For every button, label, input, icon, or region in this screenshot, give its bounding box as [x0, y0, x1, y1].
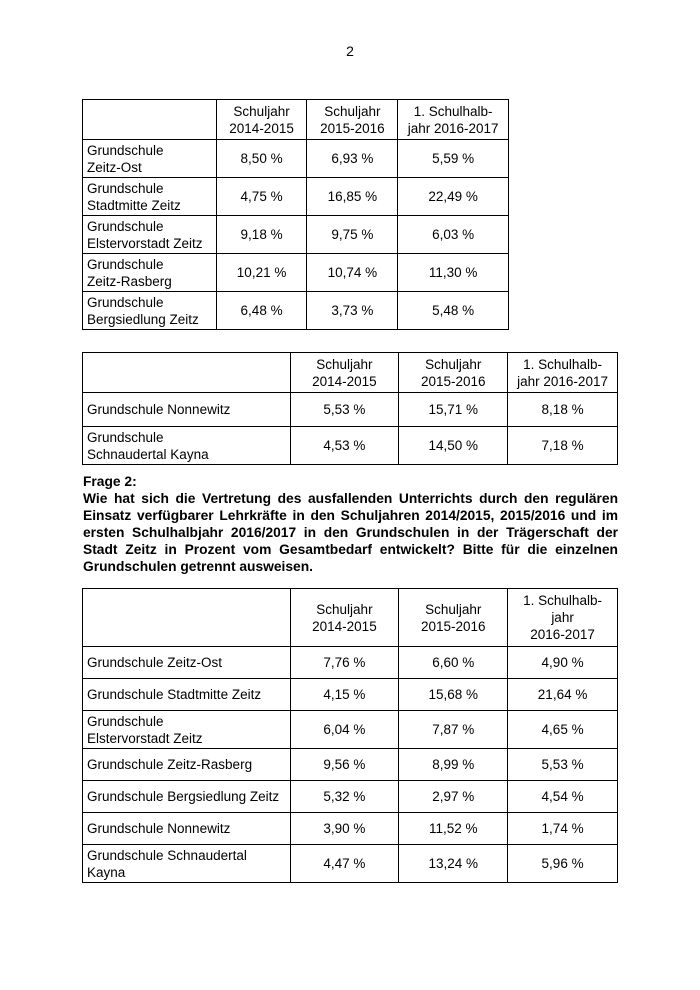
value-cell: 4,47 % — [290, 845, 399, 883]
value-cell: 5,53 % — [508, 749, 618, 781]
value-cell: 8,99 % — [399, 749, 508, 781]
value-cell: 4,15 % — [290, 679, 399, 711]
school-name-cell: Grundschule Stadtmitte Zeitz — [83, 679, 291, 711]
value-cell: 14,50 % — [399, 427, 508, 465]
table-ausfall-1 — [82, 99, 509, 330]
table-header-row — [83, 100, 509, 140]
table-row — [83, 393, 618, 427]
table-row — [83, 813, 618, 845]
header-cell-2014-2015: Schuljahr 2014-2015 — [216, 100, 307, 140]
table-row — [83, 711, 618, 749]
value-cell: 7,18 % — [508, 427, 618, 465]
school-name-cell: Grundschule Elstervorstadt Zeitz — [83, 711, 291, 749]
value-cell: 9,56 % — [290, 749, 399, 781]
question-text: Wie hat sich die Vertretung des ausfallenden Unterrichts durch den regulären Einsatz verfügbarer Lehrkräfte in den Schuljahren 2014/2015, 2015/2016 und im ersten Schulhalbjahr 2016/2017 in den Grundschulen in der Trägerschaft der Stadt Zeitz in Prozent vom Gesamtbedarf entwickelt? Bitte für die einzelnen Grundschulen getrennt ausweisen. — [83, 491, 618, 574]
value-cell: 5,96 % — [508, 845, 618, 883]
header-cell-2016-2017: 1. Schulhalb- jahr 2016-2017 — [508, 589, 618, 647]
school-name-cell: Grundschule Zeitz-Rasberg — [83, 254, 217, 292]
header-cell-2016-2017: 1. Schulhalb- jahr 2016-2017 — [398, 100, 509, 140]
question-title: Frage 2: — [83, 474, 137, 489]
value-cell: 3,90 % — [290, 813, 399, 845]
table-row — [83, 254, 509, 292]
table-row — [83, 845, 618, 883]
school-name-cell: Grundschule Stadtmitte Zeitz — [83, 178, 217, 216]
value-cell: 8,18 % — [508, 393, 618, 427]
school-name-cell: Grundschule Elstervorstadt Zeitz — [83, 216, 217, 254]
value-cell: 11,52 % — [399, 813, 508, 845]
table-vertretung — [82, 588, 618, 883]
value-cell: 1,74 % — [508, 813, 618, 845]
school-name-cell: Grundschule Schnaudertal Kayna — [83, 427, 291, 465]
value-cell: 4,54 % — [508, 781, 618, 813]
question-block — [83, 473, 618, 575]
header-cell-2015-2016: Schuljahr 2015-2016 — [399, 353, 508, 393]
value-cell: 4,90 % — [508, 647, 618, 679]
value-cell: 7,76 % — [290, 647, 399, 679]
school-name-cell: Grundschule Schnaudertal Kayna — [83, 845, 291, 883]
value-cell: 11,30 % — [398, 254, 509, 292]
table-row — [83, 140, 509, 178]
table-ausfall-2 — [82, 352, 618, 465]
value-cell: 4,75 % — [216, 178, 307, 216]
page-number: 2 — [346, 43, 354, 59]
table-row — [83, 216, 509, 254]
value-cell: 6,48 % — [216, 292, 307, 330]
header-cell-empty — [83, 100, 217, 140]
school-name-cell: Grundschule Zeitz-Rasberg — [83, 749, 291, 781]
value-cell: 3,73 % — [307, 292, 398, 330]
header-cell-2015-2016: Schuljahr 2015-2016 — [399, 589, 508, 647]
value-cell: 10,74 % — [307, 254, 398, 292]
header-cell-empty — [83, 353, 291, 393]
value-cell: 15,71 % — [399, 393, 508, 427]
value-cell: 2,97 % — [399, 781, 508, 813]
value-cell: 21,64 % — [508, 679, 618, 711]
header-cell-2014-2015: Schuljahr 2014-2015 — [290, 353, 399, 393]
header-cell-empty — [83, 589, 291, 647]
table-row — [83, 647, 618, 679]
table-row — [83, 427, 618, 465]
table-row — [83, 781, 618, 813]
value-cell: 8,50 % — [216, 140, 307, 178]
value-cell: 10,21 % — [216, 254, 307, 292]
table-header-row — [83, 353, 618, 393]
school-name-cell: Grundschule Zeitz-Ost — [83, 647, 291, 679]
table-header-row — [83, 589, 618, 647]
value-cell: 6,93 % — [307, 140, 398, 178]
school-name-cell: Grundschule Nonnewitz — [83, 813, 291, 845]
value-cell: 22,49 % — [398, 178, 509, 216]
value-cell: 6,60 % — [399, 647, 508, 679]
header-cell-2015-2016: Schuljahr 2015-2016 — [307, 100, 398, 140]
value-cell: 5,53 % — [290, 393, 399, 427]
header-cell-2014-2015: Schuljahr 2014-2015 — [290, 589, 399, 647]
school-name-cell: Grundschule Bergsiedlung Zeitz — [83, 781, 291, 813]
table-row — [83, 749, 618, 781]
value-cell: 4,65 % — [508, 711, 618, 749]
value-cell: 9,75 % — [307, 216, 398, 254]
table-row — [83, 178, 509, 216]
value-cell: 7,87 % — [399, 711, 508, 749]
value-cell: 15,68 % — [399, 679, 508, 711]
school-name-cell: Grundschule Bergsiedlung Zeitz — [83, 292, 217, 330]
table-row — [83, 292, 509, 330]
value-cell: 6,03 % — [398, 216, 509, 254]
value-cell: 5,32 % — [290, 781, 399, 813]
value-cell: 4,53 % — [290, 427, 399, 465]
value-cell: 5,48 % — [398, 292, 509, 330]
school-name-cell: Grundschule Zeitz-Ost — [83, 140, 217, 178]
header-cell-2016-2017: 1. Schulhalb- jahr 2016-2017 — [508, 353, 618, 393]
value-cell: 13,24 % — [399, 845, 508, 883]
value-cell: 5,59 % — [398, 140, 509, 178]
school-name-cell: Grundschule Nonnewitz — [83, 393, 291, 427]
value-cell: 6,04 % — [290, 711, 399, 749]
table-row — [83, 679, 618, 711]
value-cell: 16,85 % — [307, 178, 398, 216]
value-cell: 9,18 % — [216, 216, 307, 254]
